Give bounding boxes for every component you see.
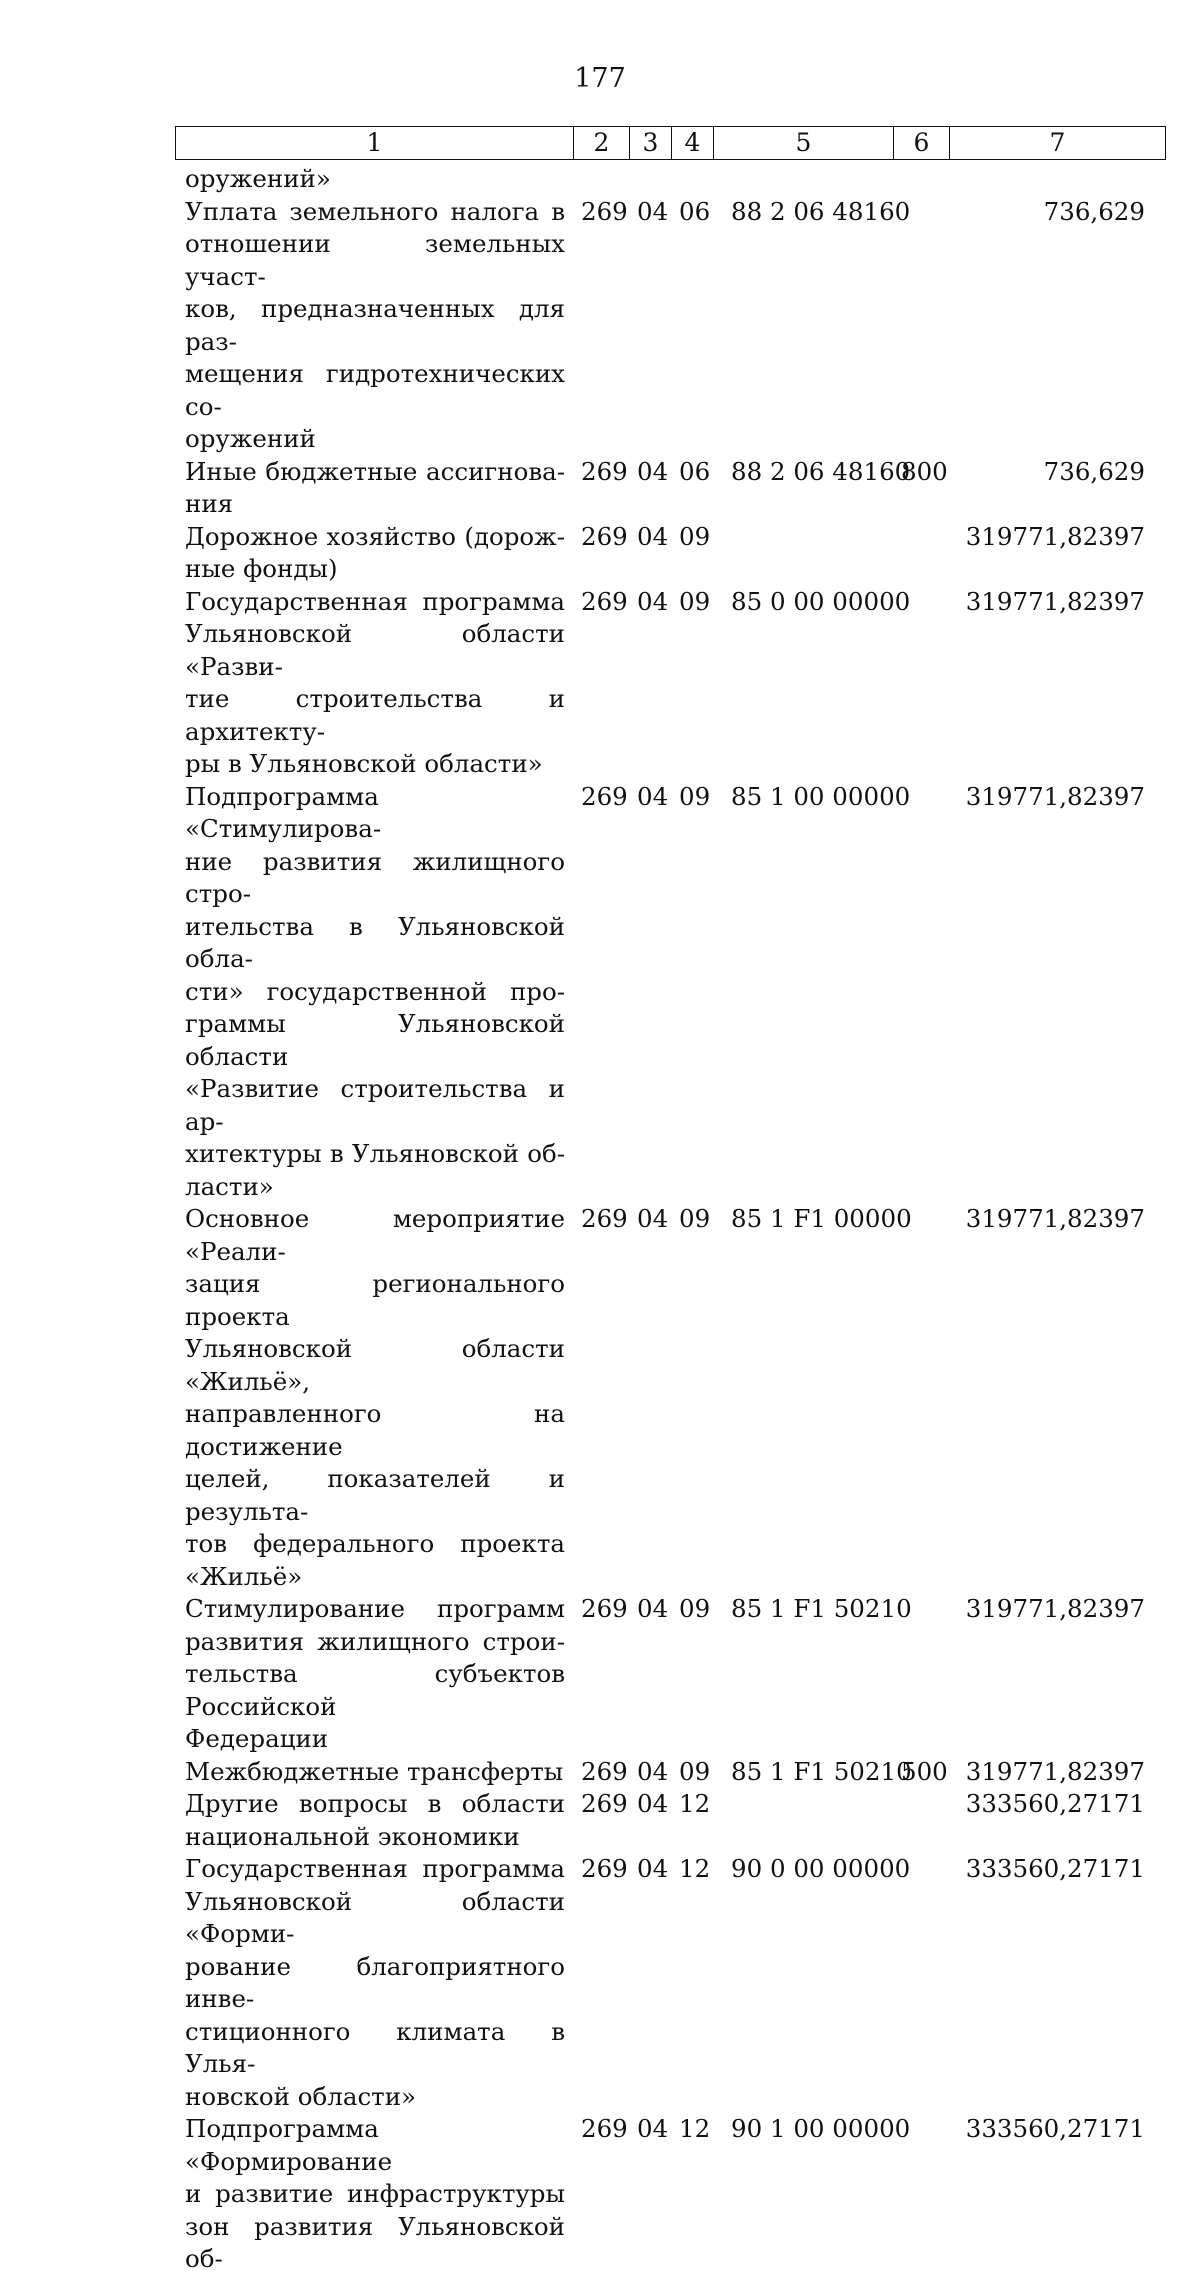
row-col-5: 88 2 06 48160 bbox=[731, 456, 911, 486]
row-description-line: стиционного климата в Улья- bbox=[185, 2016, 565, 2078]
row-description-line: Иные бюджетные ассигнова- bbox=[185, 456, 565, 486]
table-row bbox=[185, 1756, 1165, 1789]
row-description-line: Дорожное хозяйство (дорож- bbox=[185, 521, 565, 551]
row-col-4: 12 bbox=[679, 1854, 711, 1883]
row-description bbox=[185, 1853, 565, 2113]
row-col-2: 269 bbox=[581, 781, 628, 811]
row-description-line: оружений» bbox=[185, 164, 331, 193]
row-description-line: хитектуры в Ульяновской об- bbox=[185, 1139, 565, 1168]
row-col-5: 90 1 00 00000 bbox=[731, 2114, 911, 2143]
row-description-line: Подпрограмма «Стимулирова- bbox=[185, 781, 382, 843]
header-col-6: 6 bbox=[894, 127, 950, 160]
row-col-5: 90 0 00 00000 bbox=[731, 1854, 911, 1883]
row-description-line: оружений bbox=[185, 424, 316, 453]
row-description-line: ные фонды) bbox=[185, 554, 338, 583]
table-row bbox=[185, 1203, 1165, 1593]
table-row bbox=[185, 163, 1165, 196]
table-row bbox=[185, 1788, 1165, 1853]
row-description bbox=[185, 196, 565, 456]
row-col-7: 333560,27171 bbox=[965, 2114, 1145, 2143]
row-description bbox=[185, 586, 565, 781]
row-description-line: Государственная программа bbox=[185, 586, 565, 616]
row-description bbox=[185, 1203, 565, 1593]
row-description-line: Ульяновской области «Форми- bbox=[185, 1886, 565, 1948]
row-col-7: 319771,82397 bbox=[965, 521, 1145, 551]
row-description-line: ительства в Ульяновской обла- bbox=[185, 911, 565, 973]
table-row bbox=[185, 1593, 1165, 1756]
row-description bbox=[185, 521, 565, 586]
row-col-3: 04 bbox=[637, 1594, 669, 1623]
row-col-2: 269 bbox=[581, 1756, 628, 1786]
row-description-line: Стимулирование программ bbox=[185, 1594, 565, 1623]
row-col-7: 736,629 bbox=[1043, 196, 1145, 226]
table-row bbox=[185, 781, 1165, 1204]
row-description-line: и развитие инфраструктуры bbox=[185, 2179, 565, 2208]
row-description bbox=[185, 1788, 565, 1853]
row-col-3: 04 bbox=[637, 196, 669, 226]
row-col-4: 06 bbox=[679, 196, 711, 226]
row-col-3: 04 bbox=[637, 456, 669, 486]
row-col-7: 319771,82397 bbox=[965, 1756, 1145, 1786]
row-description-line: целей, показателей и результа- bbox=[185, 1464, 565, 1526]
row-col-2: 269 bbox=[581, 521, 628, 551]
row-description-line: ние развития жилищного стро- bbox=[185, 846, 565, 908]
row-description-line: ры в Ульяновской области» bbox=[185, 749, 543, 778]
row-col-5: 85 0 00 00000 bbox=[731, 586, 911, 616]
row-description-line: зация регионального проекта bbox=[185, 1269, 565, 1331]
row-col-3: 04 bbox=[637, 1204, 669, 1233]
header-col-7: 7 bbox=[950, 127, 1166, 160]
row-description-line: Ульяновской области «Разви- bbox=[185, 619, 565, 681]
row-col-2: 269 bbox=[581, 586, 628, 616]
row-description-line: тельства субъектов Российской bbox=[185, 1659, 565, 1721]
row-description bbox=[185, 1756, 565, 1789]
row-col-7: 319771,82397 bbox=[965, 781, 1145, 811]
row-col-2: 269 bbox=[581, 1204, 628, 1233]
row-col-3: 04 bbox=[637, 521, 669, 551]
row-col-6: 500 bbox=[901, 1756, 948, 1786]
table-row bbox=[185, 586, 1165, 781]
row-description-line: ласти» bbox=[185, 1171, 274, 1201]
row-col-2: 269 bbox=[581, 456, 628, 486]
row-description-line: сти» государственной про- bbox=[185, 976, 565, 1006]
table-row bbox=[185, 1853, 1165, 2113]
row-col-3: 04 bbox=[637, 1756, 669, 1786]
row-col-2: 269 bbox=[581, 1789, 628, 1818]
header-col-5: 5 bbox=[714, 127, 894, 160]
row-col-7: 333560,27171 bbox=[965, 1789, 1145, 1818]
row-col-6: 800 bbox=[901, 456, 948, 486]
row-col-4: 12 bbox=[679, 1789, 711, 1818]
row-description bbox=[185, 2113, 565, 2276]
row-description bbox=[185, 163, 565, 196]
header-col-3: 3 bbox=[630, 127, 672, 160]
row-col-7: 319771,82397 bbox=[965, 586, 1145, 616]
row-description-line: развития жилищного строи- bbox=[185, 1626, 565, 1656]
row-description-line: тие строительства и архитекту- bbox=[185, 684, 565, 746]
row-description-line: рование благоприятного инве- bbox=[185, 1951, 565, 2013]
row-description-line: ков, предназначенных для раз- bbox=[185, 294, 565, 356]
row-col-7: 319771,82397 bbox=[965, 1594, 1145, 1623]
row-col-7: 333560,27171 bbox=[965, 1854, 1145, 1883]
row-col-7: 319771,82397 bbox=[965, 1204, 1145, 1233]
table-header bbox=[175, 126, 1166, 160]
row-description-line: отношении земельных участ- bbox=[185, 229, 565, 291]
row-col-4: 09 bbox=[679, 781, 711, 811]
row-col-5: 85 1 F1 50210 bbox=[731, 1756, 912, 1786]
table-row bbox=[185, 196, 1165, 456]
row-col-5: 85 1 F1 00000 bbox=[731, 1204, 912, 1233]
table-row bbox=[185, 456, 1165, 521]
row-col-3: 04 bbox=[637, 1789, 669, 1818]
row-description-line: направленного на достижение bbox=[185, 1399, 565, 1461]
header-col-1: 1 bbox=[176, 127, 574, 160]
header-col-2: 2 bbox=[574, 127, 630, 160]
row-description-line: Ульяновской области «Жильё», bbox=[185, 1334, 565, 1396]
row-description-line: мещения гидротехнических со- bbox=[185, 359, 565, 421]
table-row bbox=[185, 2113, 1165, 2276]
row-col-4: 12 bbox=[679, 2114, 711, 2143]
row-description-line: зон развития Ульяновской об- bbox=[185, 2211, 565, 2273]
row-description-line: Основное мероприятие «Реали- bbox=[185, 1204, 565, 1266]
table-row bbox=[185, 521, 1165, 586]
row-description-line: Подпрограмма «Формирование bbox=[185, 2114, 393, 2176]
row-description-line: Уплата земельного налога в bbox=[185, 196, 565, 226]
row-col-3: 04 bbox=[637, 781, 669, 811]
row-col-5: 85 1 00 00000 bbox=[731, 781, 911, 811]
row-col-4: 09 bbox=[679, 1204, 711, 1233]
row-description-line: «Развитие строительства и ар- bbox=[185, 1074, 565, 1136]
row-col-4: 09 bbox=[679, 1594, 711, 1623]
row-description-line: граммы Ульяновской области bbox=[185, 1009, 565, 1071]
row-description-line: тов федерального проекта bbox=[185, 1529, 565, 1558]
row-description bbox=[185, 1593, 565, 1756]
row-col-5: 85 1 F1 50210 bbox=[731, 1594, 912, 1623]
row-description-line: Федерации bbox=[185, 1724, 329, 1753]
row-col-2: 269 bbox=[581, 1594, 628, 1623]
row-description bbox=[185, 456, 565, 521]
row-col-3: 04 bbox=[637, 1854, 669, 1883]
row-description-line: национальной экономики bbox=[185, 1821, 520, 1851]
table-body bbox=[185, 163, 1165, 2276]
row-col-3: 04 bbox=[637, 2114, 669, 2143]
header-col-4: 4 bbox=[672, 127, 714, 160]
row-description-line: новской области» bbox=[185, 2081, 417, 2111]
row-description-line: Межбюджетные трансферты bbox=[185, 1756, 564, 1786]
row-description-line: Другие вопросы в области bbox=[185, 1789, 565, 1818]
row-col-7: 736,629 bbox=[1043, 456, 1145, 486]
row-description-line: ния bbox=[185, 489, 234, 518]
row-col-2: 269 bbox=[581, 196, 628, 226]
row-description-line: Государственная программа bbox=[185, 1854, 565, 1883]
page-number: 177 bbox=[574, 63, 626, 94]
row-description bbox=[185, 781, 565, 1204]
row-col-4: 09 bbox=[679, 586, 711, 616]
row-col-4: 06 bbox=[679, 456, 711, 486]
row-col-4: 09 bbox=[679, 1756, 711, 1786]
row-col-5: 88 2 06 48160 bbox=[731, 196, 911, 226]
row-col-3: 04 bbox=[637, 586, 669, 616]
row-col-4: 09 bbox=[679, 521, 711, 551]
row-col-2: 269 bbox=[581, 2114, 628, 2143]
row-col-2: 269 bbox=[581, 1854, 628, 1883]
row-description-line: «Жильё» bbox=[185, 1561, 303, 1591]
